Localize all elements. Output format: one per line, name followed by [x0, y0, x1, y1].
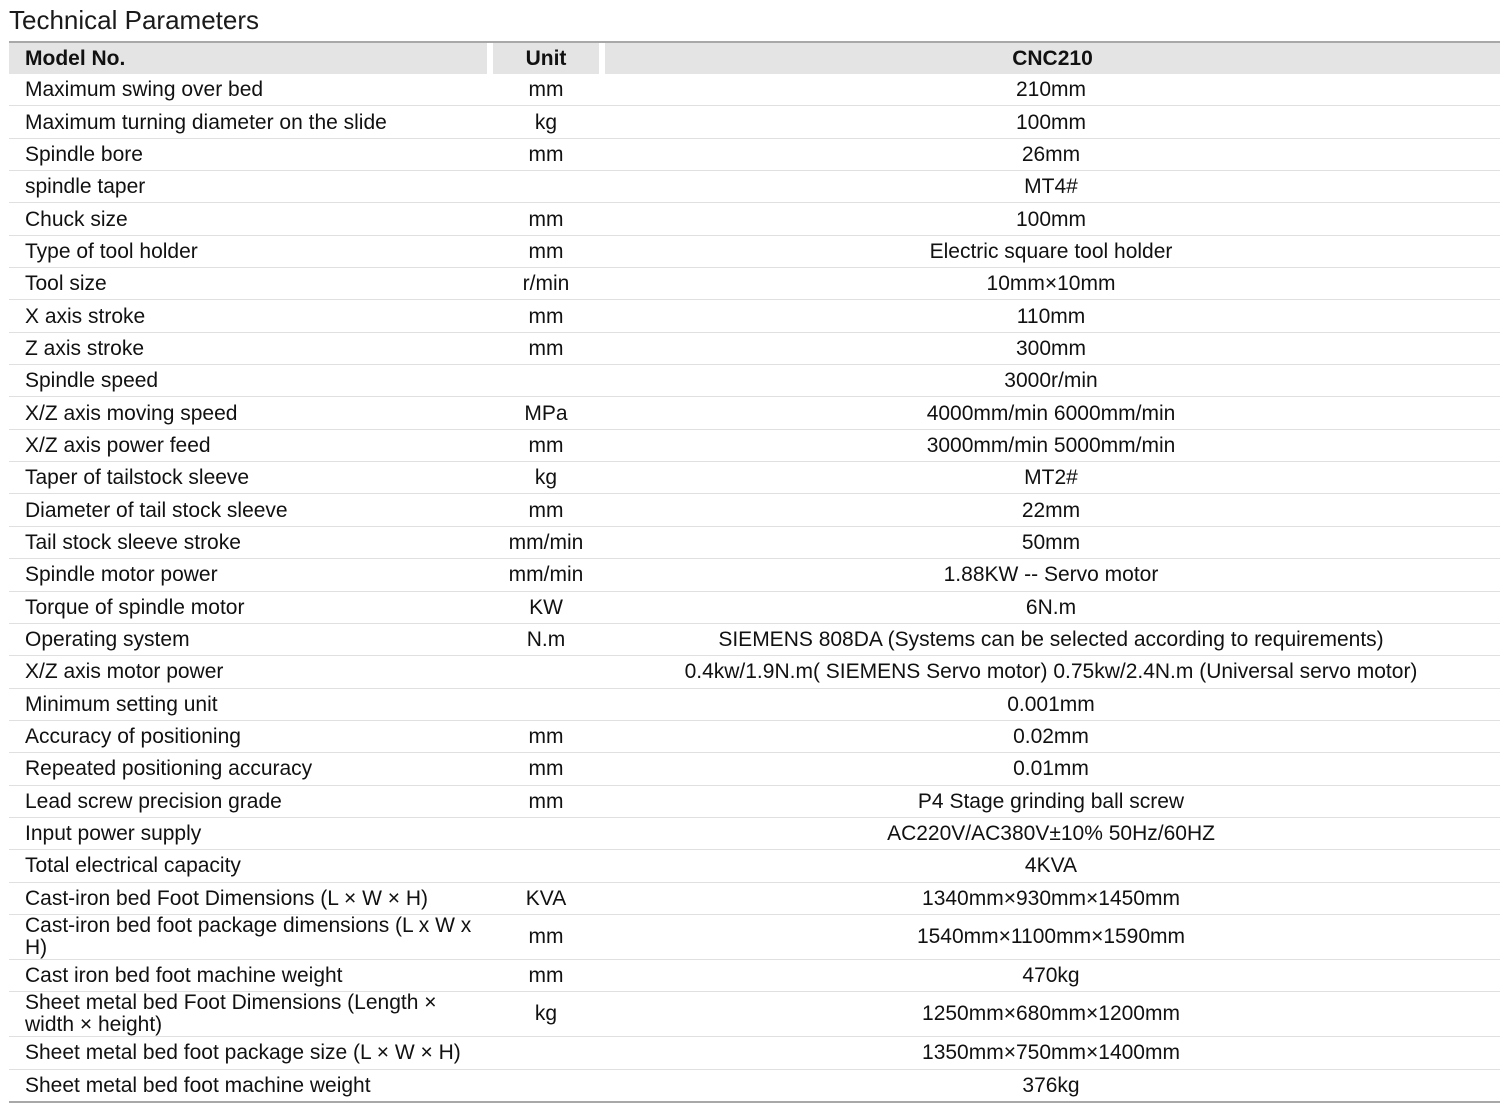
parameter-value: 50mm: [602, 526, 1500, 558]
parameter-name: Spindle bore: [9, 138, 490, 170]
parameter-value: Electric square tool holder: [602, 235, 1500, 267]
parameter-unit: [490, 365, 602, 397]
parameter-value: P4 Stage grinding ball screw: [602, 785, 1500, 817]
parameter-value: 0.01mm: [602, 753, 1500, 785]
table-row: [9, 992, 1500, 1037]
parameter-unit: [490, 688, 602, 720]
parameter-unit: mm: [490, 300, 602, 332]
parameter-value: 6N.m: [602, 591, 1500, 623]
parameter-name: Cast iron bed foot machine weight: [9, 959, 490, 991]
parameter-name: Sheet metal bed foot machine weight: [9, 1069, 490, 1102]
parameter-unit: [490, 1069, 602, 1102]
table-row: [9, 494, 1500, 526]
table-row: [9, 74, 1500, 106]
parameter-unit: MPa: [490, 397, 602, 429]
parameter-value: 376kg: [602, 1069, 1500, 1102]
table-row: [9, 1069, 1500, 1102]
parameter-value: 22mm: [602, 494, 1500, 526]
parameter-name: Minimum setting unit: [9, 688, 490, 720]
parameter-unit: KW: [490, 591, 602, 623]
parameter-name: Sheet metal bed Foot Dimensions (Length × width × height): [9, 992, 490, 1037]
table-row: [9, 526, 1500, 558]
parameter-unit: mm: [490, 785, 602, 817]
parameter-value: 300mm: [602, 332, 1500, 364]
table-row: [9, 203, 1500, 235]
parameter-value: 3000r/min: [602, 365, 1500, 397]
parameter-name: Spindle motor power: [9, 559, 490, 591]
parameter-value: 0.001mm: [602, 688, 1500, 720]
parameter-value: SIEMENS 808DA (Systems can be selected according to requirements): [602, 623, 1500, 655]
table-row: [9, 429, 1500, 461]
parameter-unit: kg: [490, 992, 602, 1037]
parameter-unit: [490, 817, 602, 849]
table-row: [9, 397, 1500, 429]
parameter-name: Chuck size: [9, 203, 490, 235]
parameter-unit: [490, 171, 602, 203]
table-row: [9, 1037, 1500, 1069]
parameter-name: Tool size: [9, 268, 490, 300]
parameter-value: 1350mm×750mm×1400mm: [602, 1037, 1500, 1069]
table-row: [9, 959, 1500, 991]
table-row: [9, 720, 1500, 752]
table-row: [9, 656, 1500, 688]
parameter-unit: kg: [490, 106, 602, 138]
parameter-name: Spindle speed: [9, 365, 490, 397]
parameter-unit: mm: [490, 959, 602, 991]
parameter-name: spindle taper: [9, 171, 490, 203]
parameter-value: 1340mm×930mm×1450mm: [602, 882, 1500, 914]
parameter-name: Lead screw precision grade: [9, 785, 490, 817]
parameter-name: Taper of tailstock sleeve: [9, 462, 490, 494]
table-row: [9, 268, 1500, 300]
parameter-unit: [490, 850, 602, 882]
parameter-name: Maximum turning diameter on the slide: [9, 106, 490, 138]
parameter-name: Sheet metal bed foot package size (L × W × H): [9, 1037, 490, 1069]
parameter-unit: mm/min: [490, 559, 602, 591]
parameter-name: Cast-iron bed foot package dimensions (L x W x H): [9, 914, 490, 959]
parameter-unit: kg: [490, 462, 602, 494]
column-header-model-no: Model No.: [9, 43, 490, 74]
table-row: [9, 559, 1500, 591]
parameter-unit: r/min: [490, 268, 602, 300]
parameter-unit: [490, 1037, 602, 1069]
parameter-name: Operating system: [9, 623, 490, 655]
column-header-unit: Unit: [490, 43, 602, 74]
parameter-unit: KVA: [490, 882, 602, 914]
parameter-name: X/Z axis power feed: [9, 429, 490, 461]
parameter-value: AC220V/AC380V±10% 50Hz/60HZ: [602, 817, 1500, 849]
parameter-name: Input power supply: [9, 817, 490, 849]
parameter-name: Diameter of tail stock sleeve: [9, 494, 490, 526]
parameter-value: 1540mm×1100mm×1590mm: [602, 914, 1500, 959]
parameter-name: Total electrical capacity: [9, 850, 490, 882]
parameter-value: 4000mm/min 6000mm/min: [602, 397, 1500, 429]
parameter-value: 26mm: [602, 138, 1500, 170]
parameter-value: 10mm×10mm: [602, 268, 1500, 300]
parameter-value: MT2#: [602, 462, 1500, 494]
table-row: [9, 914, 1500, 959]
parameter-name: Type of tool holder: [9, 235, 490, 267]
parameter-value: 0.4kw/1.9N.m( SIEMENS Servo motor) 0.75kw/2.4N.m (Universal servo motor): [602, 656, 1500, 688]
table-row: [9, 623, 1500, 655]
parameter-name: Torque of spindle motor: [9, 591, 490, 623]
technical-parameters-table: [9, 43, 1500, 1103]
table-row: [9, 235, 1500, 267]
parameter-value: 1250mm×680mm×1200mm: [602, 992, 1500, 1037]
parameter-name: Cast-iron bed Foot Dimensions (L × W × H): [9, 882, 490, 914]
table-row: [9, 591, 1500, 623]
table-row: [9, 850, 1500, 882]
table-row: [9, 753, 1500, 785]
parameter-value: 210mm: [602, 74, 1500, 106]
parameter-unit: mm/min: [490, 526, 602, 558]
parameter-name: X/Z axis motor power: [9, 656, 490, 688]
parameter-name: Z axis stroke: [9, 332, 490, 364]
parameter-value: MT4#: [602, 171, 1500, 203]
parameter-unit: mm: [490, 914, 602, 959]
parameter-value: 3000mm/min 5000mm/min: [602, 429, 1500, 461]
parameter-name: X axis stroke: [9, 300, 490, 332]
table-row: [9, 138, 1500, 170]
table-row: [9, 365, 1500, 397]
table-row: [9, 171, 1500, 203]
parameter-name: Tail stock sleeve stroke: [9, 526, 490, 558]
parameter-unit: mm: [490, 138, 602, 170]
parameter-name: Accuracy of positioning: [9, 720, 490, 752]
table-row: [9, 106, 1500, 138]
parameter-value: 110mm: [602, 300, 1500, 332]
column-header-cnc210: CNC210: [602, 43, 1500, 74]
table-header-row: [9, 43, 1500, 74]
parameter-value: 0.02mm: [602, 720, 1500, 752]
table-row: [9, 817, 1500, 849]
table-row: [9, 462, 1500, 494]
page-title: Technical Parameters: [9, 5, 259, 35]
parameter-value: 100mm: [602, 203, 1500, 235]
parameter-unit: N.m: [490, 623, 602, 655]
parameter-unit: [490, 656, 602, 688]
parameter-name: X/Z axis moving speed: [9, 397, 490, 429]
table-row: [9, 882, 1500, 914]
parameter-unit: mm: [490, 720, 602, 752]
parameter-unit: mm: [490, 753, 602, 785]
parameter-unit: mm: [490, 235, 602, 267]
table-row: [9, 332, 1500, 364]
parameter-value: 470kg: [602, 959, 1500, 991]
parameter-value: 1.88KW -- Servo motor: [602, 559, 1500, 591]
parameter-name: Repeated positioning accuracy: [9, 753, 490, 785]
parameter-unit: mm: [490, 203, 602, 235]
parameter-unit: mm: [490, 429, 602, 461]
table-row: [9, 688, 1500, 720]
parameter-value: 4KVA: [602, 850, 1500, 882]
parameter-unit: mm: [490, 332, 602, 364]
parameter-unit: mm: [490, 74, 602, 106]
table-row: [9, 300, 1500, 332]
parameter-name: Maximum swing over bed: [9, 74, 490, 106]
parameter-unit: mm: [490, 494, 602, 526]
table-row: [9, 785, 1500, 817]
parameter-value: 100mm: [602, 106, 1500, 138]
